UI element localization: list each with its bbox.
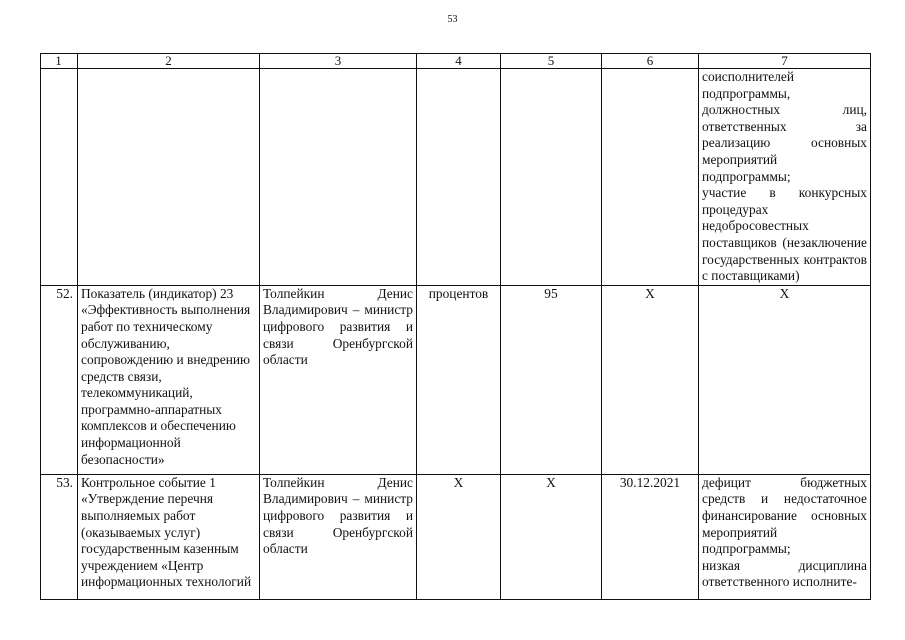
table-row [41,69,871,286]
col-header-7: 7 [699,54,871,69]
value-cell [501,69,602,286]
indicator-title: Контрольное событие 1 [81,474,216,490]
date-cell [602,69,699,286]
unit-cell: X [417,474,501,599]
responsible-text: Толпейкин Денис Владимирович – министр цифрового развития и связи Оренбургской области [263,285,413,368]
unit-cell [417,69,501,286]
date-cell: 30.12.2021 [602,474,699,599]
responsible-cell [260,474,417,599]
table-row [41,474,871,599]
indicator-cell [78,69,260,286]
indicator-text: «Утверждение перечня выполняемых работ (оказываемых услуг) государственным казенным учреждением «Центр информационных технологий [81,491,252,590]
indicator-text: «Эффективность выполнения работ по техническому обслуживанию, сопровождению и внедрению средств связи, телекоммуникаций, программно-аппаратных комплексов и обеспечению информационной безопасности» [81,302,251,467]
program-table [40,53,871,600]
responsible-cell [260,285,417,474]
col-header-5: 5 [501,54,602,69]
col-header-1: 1 [41,54,78,69]
risk-cell [699,285,871,474]
date-cell: X [602,285,699,474]
risk-text: X [779,285,790,301]
risk-text: соисполнителей подпрограммы, должностных лиц, ответственных за реализацию основных мероприятий подпрограммы; [702,69,867,184]
unit-cell: процентов [417,285,501,474]
column-number-row [41,54,871,69]
responsible-cell [260,69,417,286]
table-row [41,285,871,474]
row-number: 52. [41,285,78,474]
page-number: 53 [447,14,458,25]
risk-text: низкая дисциплина ответственного исполните- [702,557,867,590]
value-cell: X [501,474,602,599]
risk-text: дефицит бюджетных средств и недостаточное финансирование основных мероприятий подпрограммы; [702,474,867,557]
col-header-2: 2 [78,54,260,69]
col-header-6: 6 [602,54,699,69]
indicator-cell [78,285,260,474]
row-number: 53. [41,474,78,599]
col-header-3: 3 [260,54,417,69]
row-number [41,69,78,286]
risk-cell [699,474,871,599]
risk-cell [699,69,871,286]
indicator-title: Показатель (индикатор) 23 [81,285,234,301]
value-cell: 95 [501,285,602,474]
responsible-text: Толпейкин Денис Владимирович – министр цифрового развития и связи Оренбургской области [263,474,413,557]
indicator-cell [78,474,260,599]
risk-text: участие в конкурсных процедурах недобросовестных поставщиков (незаключение государственных контрактов с поставщиками) [702,185,867,284]
col-header-4: 4 [417,54,501,69]
